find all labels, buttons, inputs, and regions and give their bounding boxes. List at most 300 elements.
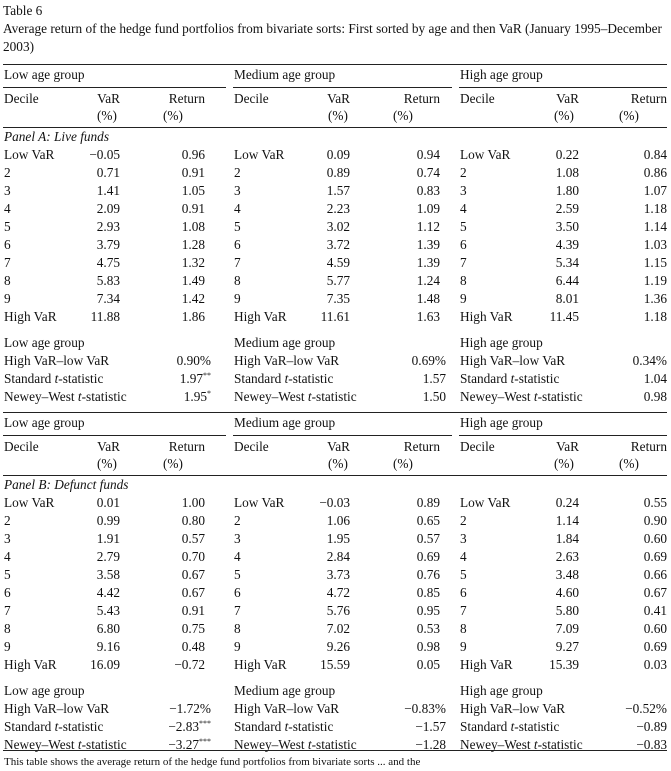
stats-row-label: High VaR–low VaR (234, 353, 340, 368)
col-header-return-unit: (%) (619, 108, 639, 123)
stat-number: −0.89 (636, 719, 667, 734)
group-header: Low age group (4, 67, 85, 82)
var-value: 1.14 (555, 513, 579, 528)
group-header: High age group (460, 67, 543, 82)
col-header-decile: Decile (4, 91, 39, 106)
stat-number: −1.72% (169, 701, 211, 716)
decile-label: 2 (4, 513, 11, 528)
col-header-var: VaR (327, 91, 350, 106)
var-value: 4.42 (96, 585, 120, 600)
var-value: 1.06 (326, 513, 350, 528)
stats-row-label (460, 736, 583, 754)
group-header: Medium age group (234, 67, 336, 82)
stats-row-label: High VaR–low VaR (460, 353, 566, 368)
stat-value (177, 352, 211, 370)
group-header: Low age group (4, 415, 85, 430)
stat-value (636, 736, 667, 754)
stat-value (644, 388, 667, 406)
return-value: 0.57 (181, 531, 205, 546)
stat-value (415, 718, 446, 736)
return-value: 1.00 (181, 495, 205, 510)
decile-label: 9 (4, 291, 11, 306)
label-part: Standard (4, 371, 55, 386)
return-value: 1.63 (416, 309, 440, 324)
table-bottom-rule (3, 750, 667, 751)
return-value: 0.91 (181, 165, 205, 180)
significance-stars: *** (199, 737, 211, 746)
decile-label: 2 (234, 513, 241, 528)
decile-label: 2 (234, 165, 241, 180)
return-value: 0.41 (643, 603, 667, 618)
var-value: 5.83 (96, 273, 120, 288)
label-part: t (510, 719, 515, 734)
stats-row-label (4, 370, 103, 388)
return-value: 1.39 (416, 237, 440, 252)
var-value: 3.50 (555, 219, 579, 234)
var-value: 1.95 (326, 531, 350, 546)
return-value: 0.89 (416, 495, 440, 510)
label-part: t (77, 737, 82, 752)
decile-label: 3 (234, 183, 241, 198)
decile-label: 9 (460, 639, 467, 654)
decile-label: 6 (234, 237, 241, 252)
decile-label: 6 (4, 237, 11, 252)
return-value: 0.70 (181, 549, 205, 564)
return-value: 0.60 (643, 531, 667, 546)
decile-label: 5 (460, 219, 467, 234)
return-value: 0.90 (643, 513, 667, 528)
var-value: 3.73 (326, 567, 350, 582)
group-underline (3, 435, 226, 436)
stat-value (415, 736, 446, 754)
return-value: 1.28 (181, 237, 205, 252)
stat-number: −1.28 (415, 737, 446, 752)
var-value: 2.63 (555, 549, 579, 564)
group-underline (459, 435, 667, 436)
stat-number: −3.27 (168, 737, 199, 752)
var-value: 1.80 (555, 183, 579, 198)
label-part: t (284, 371, 289, 386)
stats-row-label: High VaR–low VaR (234, 701, 340, 716)
label-part: Standard (234, 371, 285, 386)
return-value: 1.48 (416, 291, 440, 306)
var-value: −0.05 (89, 147, 120, 162)
label-part: -statistic (81, 389, 127, 404)
label-part: -statistic (537, 389, 583, 404)
return-value: 0.80 (181, 513, 205, 528)
decile-label: 5 (234, 219, 241, 234)
decile-label: 2 (460, 165, 467, 180)
col-header-return-unit: (%) (393, 456, 413, 471)
col-header-decile: Decile (234, 439, 269, 454)
var-value: 7.34 (96, 291, 120, 306)
return-value: 1.24 (416, 273, 440, 288)
data-table (3, 2, 667, 768)
col-header-var-unit: (%) (554, 108, 574, 123)
label-part: Newey–West (4, 389, 78, 404)
decile-label: 3 (460, 183, 467, 198)
label-part: Newey–West (4, 737, 78, 752)
stats-group-label: Low age group (4, 335, 85, 350)
decile-label: 4 (234, 549, 241, 564)
var-value: 0.89 (326, 165, 350, 180)
var-value: 9.16 (96, 639, 120, 654)
var-value: 6.44 (555, 273, 579, 288)
return-value: 1.18 (643, 201, 667, 216)
decile-label: 6 (234, 585, 241, 600)
var-value: 1.41 (96, 183, 120, 198)
var-value: 2.23 (326, 201, 350, 216)
return-value: 0.60 (643, 621, 667, 636)
decile-label: High VaR (4, 309, 57, 324)
significance-stars: *** (199, 719, 211, 728)
return-value: 0.69 (643, 549, 667, 564)
decile-label: High VaR (460, 657, 513, 672)
var-value: 11.88 (90, 309, 120, 324)
col-header-return-unit: (%) (393, 108, 413, 123)
return-value: 1.15 (643, 255, 667, 270)
stat-value (168, 718, 211, 736)
col-header-var-unit: (%) (97, 108, 117, 123)
group-underline (233, 435, 452, 436)
var-value: 0.24 (555, 495, 579, 510)
col-header-decile: Decile (4, 439, 39, 454)
var-value: 0.22 (555, 147, 579, 162)
stat-number: −2.83 (168, 719, 199, 734)
panel-top-rule (3, 64, 667, 65)
return-value: 0.66 (643, 567, 667, 582)
var-value: 2.09 (96, 201, 120, 216)
return-value: 1.19 (643, 273, 667, 288)
var-value: 0.71 (96, 165, 120, 180)
return-value: 1.86 (181, 309, 205, 324)
label-part: t (77, 389, 82, 404)
var-value: 1.08 (555, 165, 579, 180)
var-value: 6.80 (96, 621, 120, 636)
decile-label: 4 (234, 201, 241, 216)
significance-stars: ** (203, 371, 211, 380)
decile-label: 9 (4, 639, 11, 654)
col-header-var: VaR (97, 439, 120, 454)
return-value: 0.67 (643, 585, 667, 600)
decile-label: 4 (4, 549, 11, 564)
return-value: 0.74 (416, 165, 440, 180)
decile-label: 8 (234, 621, 241, 636)
return-value: 0.57 (416, 531, 440, 546)
stats-group-label: Medium age group (234, 335, 336, 350)
group-header: Medium age group (234, 415, 336, 430)
label-part: -statistic (81, 737, 127, 752)
label-part: t (533, 737, 538, 752)
stat-number: −0.83% (404, 701, 446, 716)
return-value: 0.94 (416, 147, 440, 162)
return-value: 1.14 (643, 219, 667, 234)
stat-number: 1.04 (643, 371, 667, 386)
stat-number: −0.52% (625, 701, 667, 716)
stat-value (423, 388, 446, 406)
label-part: -statistic (537, 737, 583, 752)
decile-label: 6 (460, 585, 467, 600)
stats-row-label (4, 718, 103, 736)
var-value: 0.09 (326, 147, 350, 162)
decile-label: 5 (234, 567, 241, 582)
stat-value (180, 370, 211, 388)
decile-label: 3 (4, 183, 11, 198)
return-value: 1.09 (416, 201, 440, 216)
return-value: 1.05 (181, 183, 205, 198)
col-header-return: Return (403, 439, 440, 454)
stats-row-label (460, 388, 583, 406)
var-value: 5.77 (326, 273, 350, 288)
label-part: t (307, 389, 312, 404)
table-caption: Average return of the hedge fund portfolios from bivariate sorts: First sorted by age and then VaR (January 1995–December 2003) (3, 21, 662, 54)
var-value: 2.59 (555, 201, 579, 216)
stats-group-label: High age group (460, 683, 543, 698)
stat-value (169, 700, 211, 718)
label-part: -statistic (288, 719, 334, 734)
decile-label: Low VaR (4, 495, 55, 510)
stat-number: −1.57 (415, 719, 446, 734)
stats-row-label: High VaR–low VaR (460, 701, 566, 716)
col-header-var-unit: (%) (328, 456, 348, 471)
label-part: Standard (234, 719, 285, 734)
stat-value (423, 370, 446, 388)
stat-value (644, 370, 667, 388)
var-value: 11.45 (549, 309, 579, 324)
col-header-var-unit: (%) (328, 108, 348, 123)
decile-label: 9 (460, 291, 467, 306)
return-value: 0.85 (416, 585, 440, 600)
return-value: 0.69 (416, 549, 440, 564)
stats-row-label (460, 370, 559, 388)
return-value: 0.75 (181, 621, 205, 636)
return-value: 1.39 (416, 255, 440, 270)
col-header-decile: Decile (460, 439, 495, 454)
table-footnote: This table shows the average return of the hedge fund portfolios from bivariate sorts ... and the (4, 756, 421, 768)
return-value: 0.67 (181, 585, 205, 600)
stats-row-label (460, 718, 559, 736)
var-value: 1.84 (555, 531, 579, 546)
stats-group-label: Low age group (4, 683, 85, 698)
return-value: 0.48 (181, 639, 205, 654)
decile-label: Low VaR (234, 495, 285, 510)
label-part: Newey–West (234, 737, 308, 752)
decile-label: 8 (4, 621, 11, 636)
label-part: Newey–West (460, 389, 534, 404)
var-value: 4.75 (96, 255, 120, 270)
return-value: 1.12 (416, 219, 440, 234)
return-value: 0.65 (416, 513, 440, 528)
stat-number: 0.34% (632, 353, 667, 368)
return-value: 1.36 (643, 291, 667, 306)
decile-label: High VaR (4, 657, 57, 672)
col-header-var-unit: (%) (554, 456, 574, 471)
group-underline (459, 87, 667, 88)
col-header-return: Return (168, 91, 205, 106)
label-part: t (307, 737, 312, 752)
col-header-return: Return (630, 439, 667, 454)
label-part: -statistic (514, 371, 560, 386)
label-part: Standard (4, 719, 55, 734)
var-value: 15.39 (549, 657, 579, 672)
stat-number: 1.50 (422, 389, 446, 404)
col-header-return: Return (630, 91, 667, 106)
var-value: 5.76 (326, 603, 350, 618)
stats-row-label: High VaR–low VaR (4, 353, 110, 368)
var-value: 3.72 (326, 237, 350, 252)
decile-label: 7 (234, 603, 241, 618)
return-value: 0.91 (181, 201, 205, 216)
decile-label: 2 (460, 513, 467, 528)
decile-label: 4 (4, 201, 11, 216)
decile-label: 7 (234, 255, 241, 270)
var-value: 9.26 (326, 639, 350, 654)
var-value: −0.03 (319, 495, 350, 510)
var-value: 2.79 (96, 549, 120, 564)
var-value: 3.02 (326, 219, 350, 234)
decile-label: Low VaR (234, 147, 285, 162)
return-value: 1.49 (181, 273, 205, 288)
return-value: −0.72 (174, 657, 205, 672)
return-value: 0.69 (643, 639, 667, 654)
stat-number: 1.57 (422, 371, 446, 386)
decile-label: 7 (460, 255, 467, 270)
label-part: Newey–West (234, 389, 308, 404)
label-part: t (533, 389, 538, 404)
var-value: 7.02 (326, 621, 350, 636)
label-part: -statistic (514, 719, 560, 734)
return-value: 0.76 (416, 567, 440, 582)
label-part: -statistic (288, 371, 334, 386)
var-value: 4.72 (326, 585, 350, 600)
return-value: 1.32 (181, 255, 205, 270)
var-value: 16.09 (90, 657, 120, 672)
table-document (3, 2, 667, 768)
var-value: 3.48 (555, 567, 579, 582)
stat-number: 0.98 (643, 389, 667, 404)
stats-row-label (4, 388, 127, 406)
return-value: 0.55 (643, 495, 667, 510)
var-value: 15.59 (320, 657, 350, 672)
col-header-return: Return (168, 439, 205, 454)
var-value: 0.99 (96, 513, 120, 528)
col-header-return-unit: (%) (163, 108, 183, 123)
decile-label: 3 (234, 531, 241, 546)
table-label: Table 6 (3, 3, 43, 18)
col-header-var: VaR (97, 91, 120, 106)
return-value: 0.84 (643, 147, 667, 162)
stats-row-label (234, 718, 333, 736)
label-part: Newey–West (460, 737, 534, 752)
label-part: -statistic (311, 737, 357, 752)
label-part: t (284, 719, 289, 734)
var-value: 3.79 (96, 237, 120, 252)
decile-label: 5 (4, 567, 11, 582)
label-part: t (54, 719, 59, 734)
group-header: High age group (460, 415, 543, 430)
decile-label: 6 (460, 237, 467, 252)
group-underline (233, 87, 452, 88)
label-part: t (54, 371, 59, 386)
return-value: 0.98 (416, 639, 440, 654)
stat-value (168, 736, 211, 754)
stat-value (636, 718, 667, 736)
return-value: 0.91 (181, 603, 205, 618)
stat-number: 1.97 (179, 371, 203, 386)
return-value: 1.18 (643, 309, 667, 324)
decile-label: 3 (4, 531, 11, 546)
col-header-return-unit: (%) (619, 456, 639, 471)
stats-row-label (4, 736, 127, 754)
return-value: 1.03 (643, 237, 667, 252)
significance-stars: * (207, 389, 211, 398)
decile-label: High VaR (234, 657, 287, 672)
stats-row-label: High VaR–low VaR (4, 701, 110, 716)
return-value: 0.67 (181, 567, 205, 582)
decile-label: 3 (460, 531, 467, 546)
stat-value (633, 352, 667, 370)
stats-group-label: High age group (460, 335, 543, 350)
var-value: 2.84 (326, 549, 350, 564)
return-value: 1.42 (181, 291, 205, 306)
return-value: 0.03 (643, 657, 667, 672)
var-value: 5.34 (555, 255, 579, 270)
decile-label: 4 (460, 201, 467, 216)
decile-label: 6 (4, 585, 11, 600)
var-value: 11.61 (320, 309, 350, 324)
var-value: 7.35 (326, 291, 350, 306)
stat-number: 0.69% (411, 353, 446, 368)
var-value: 3.58 (96, 567, 120, 582)
col-header-decile: Decile (234, 91, 269, 106)
stats-row-label (234, 388, 357, 406)
decile-label: 4 (460, 549, 467, 564)
stats-row-label (234, 736, 357, 754)
return-value: 0.86 (643, 165, 667, 180)
decile-label: 7 (4, 603, 11, 618)
return-value: 0.05 (416, 657, 440, 672)
panel-title: Panel B: Defunct funds (4, 477, 129, 492)
stats-row-label (234, 370, 333, 388)
var-value: 8.01 (555, 291, 579, 306)
return-value: 0.83 (416, 183, 440, 198)
label-part: Standard (460, 719, 511, 734)
label-part: -statistic (58, 371, 104, 386)
col-header-return-unit: (%) (163, 456, 183, 471)
var-value: 2.93 (96, 219, 120, 234)
panel-title: Panel A: Live funds (4, 129, 110, 144)
label-part: t (510, 371, 515, 386)
decile-label: Low VaR (460, 147, 511, 162)
decile-label: 8 (460, 273, 467, 288)
col-header-var-unit: (%) (97, 456, 117, 471)
col-header-var: VaR (327, 439, 350, 454)
var-value: 0.01 (96, 495, 120, 510)
decile-label: 8 (234, 273, 241, 288)
var-value: 9.27 (555, 639, 579, 654)
stat-value (412, 352, 446, 370)
var-value: 4.60 (555, 585, 579, 600)
decile-label: 2 (4, 165, 11, 180)
stats-group-label: Medium age group (234, 683, 336, 698)
decile-label: High VaR (234, 309, 287, 324)
return-value: 0.53 (416, 621, 440, 636)
var-value: 4.39 (555, 237, 579, 252)
var-value: 4.59 (326, 255, 350, 270)
label-part: -statistic (311, 389, 357, 404)
col-header-return: Return (403, 91, 440, 106)
decile-label: 9 (234, 639, 241, 654)
